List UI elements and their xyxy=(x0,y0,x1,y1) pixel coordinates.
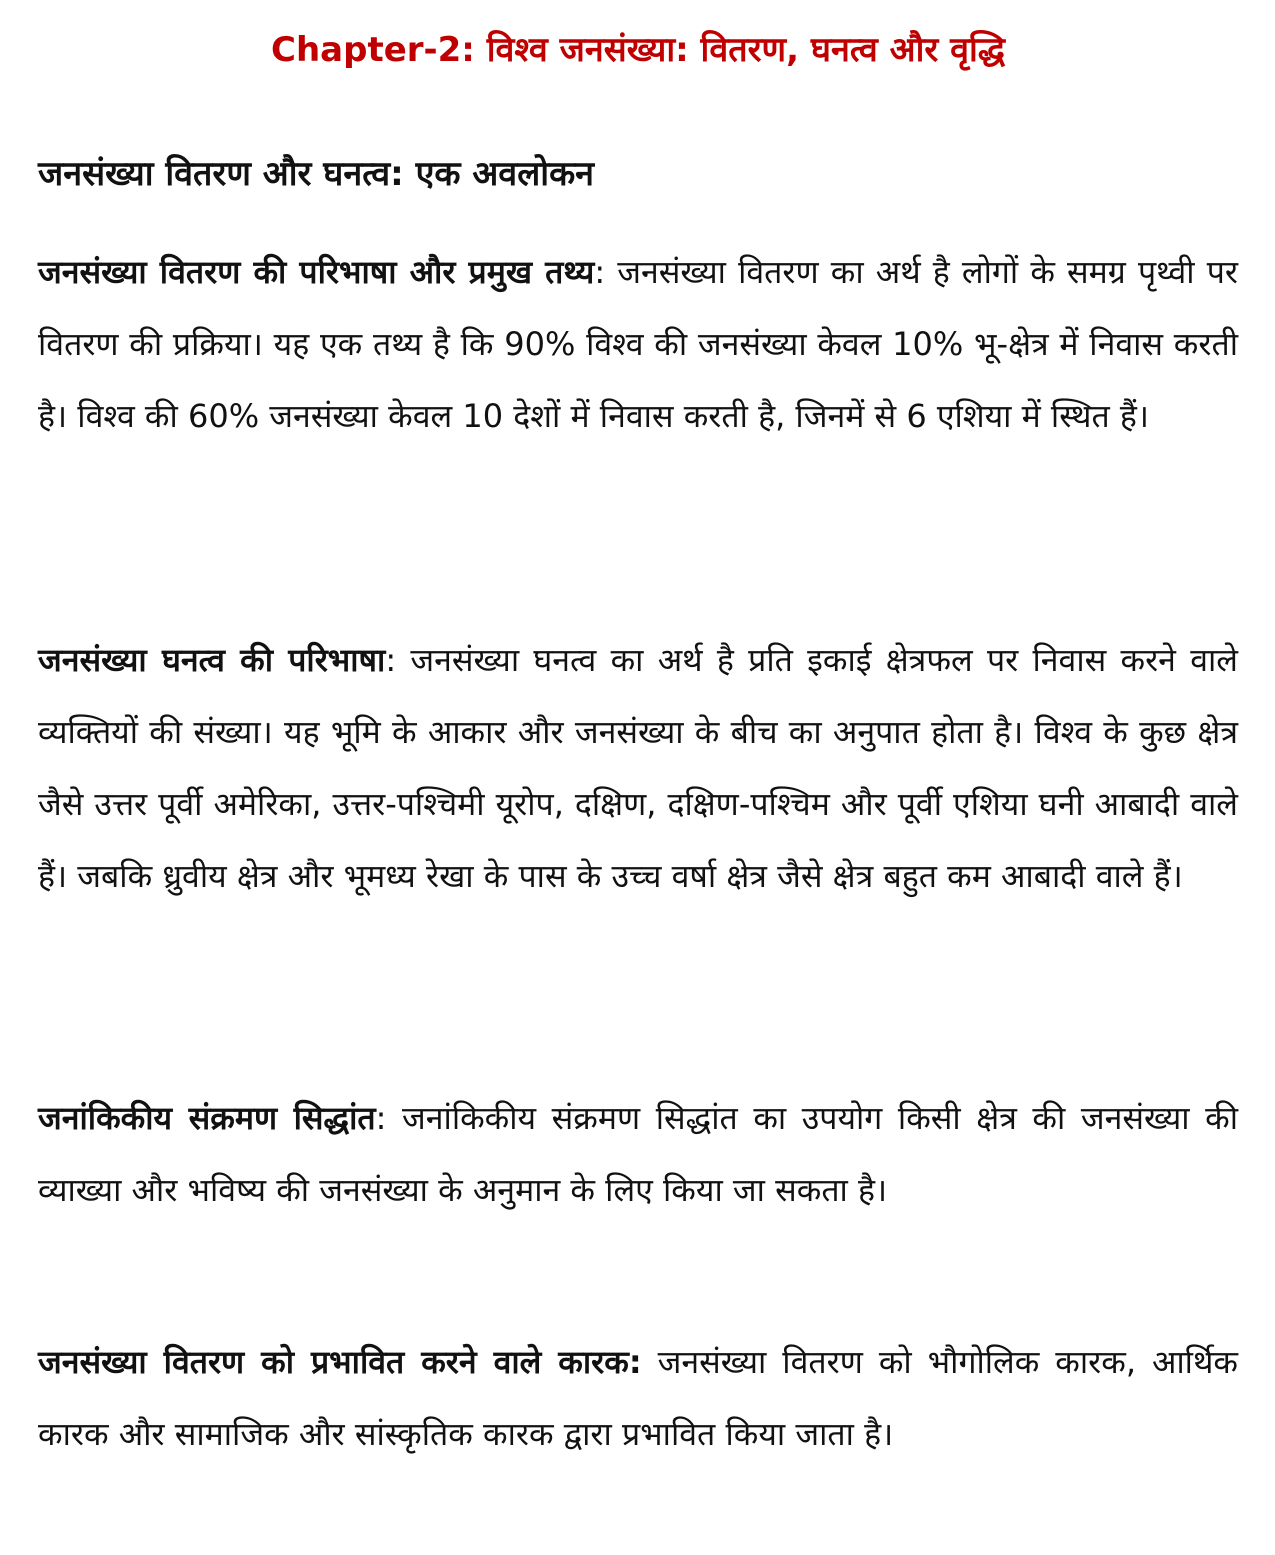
paragraph-influencing-factors xyxy=(38,1326,1238,1470)
section-heading: जनसंख्या वितरण और घनत्व: एक अवलोकन xyxy=(38,154,595,194)
term-label: जनसंख्या घनत्व की परिभाषा xyxy=(38,641,386,679)
term-label: जनसंख्या वितरण की परिभाषा और प्रमुख तथ्य xyxy=(38,253,595,291)
term-label: जनांकिकीय संक्रमण सिद्धांत xyxy=(38,1099,376,1137)
term-label: जनसंख्या वितरण को प्रभावित करने वाले कारक: xyxy=(38,1343,642,1381)
paragraph-density-definition xyxy=(38,624,1238,912)
paragraph-body: : जनसंख्या घनत्व का अर्थ है प्रति इकाई क्षेत्रफल पर निवास करने वाले व्यक्तियों की संख्या। यह भूमि के आकार और जनसंख्या के बीच का अनुपात होता है। विश्व के कुछ क्षेत्र जैसे उत्तर पूर्वी अमेरिका, उत्तर-पश्चिमी यूरोप, दक्षिण, दक्षिण-पश्चिम और पूर्वी एशिया घनी आबादी वाले हैं। जबकि ध्रुवीय क्षेत्र और भूमध्य रेखा के पास के उच्च वर्षा क्षेत्र जैसे क्षेत्र बहुत कम आबादी वाले हैं। xyxy=(38,641,1238,895)
paragraph-body: जनसंख्या वितरण को भौगोलिक कारक, आर्थिक कारक और सामाजिक और सांस्कृतिक कारक द्वारा प्रभावित किया जाता है। xyxy=(38,1343,1238,1453)
paragraph-body: : जनांकिकीय संक्रमण सिद्धांत का उपयोग किसी क्षेत्र की जनसंख्या की व्याख्या और भविष्य की जनसंख्या के अनुमान के लिए किया जा सकता है। xyxy=(38,1099,1239,1209)
paragraph-body: : जनसंख्या वितरण का अर्थ है लोगों के समग्र पृथ्वी पर वितरण की प्रक्रिया। यह एक तथ्य है कि 90% विश्व की जनसंख्या केवल 10% भू-क्षेत्र में निवास करती है। विश्व की 60% जनसंख्या केवल 10 देशों में निवास करती है, जिनमें से 6 एशिया में स्थित हैं। xyxy=(38,253,1238,435)
paragraph-distribution-definition xyxy=(38,236,1238,452)
chapter-title: Chapter-2: विश्व जनसंख्या: वितरण, घनत्व और वृद्धि xyxy=(271,30,1005,70)
paragraph-demographic-transition xyxy=(38,1082,1238,1226)
